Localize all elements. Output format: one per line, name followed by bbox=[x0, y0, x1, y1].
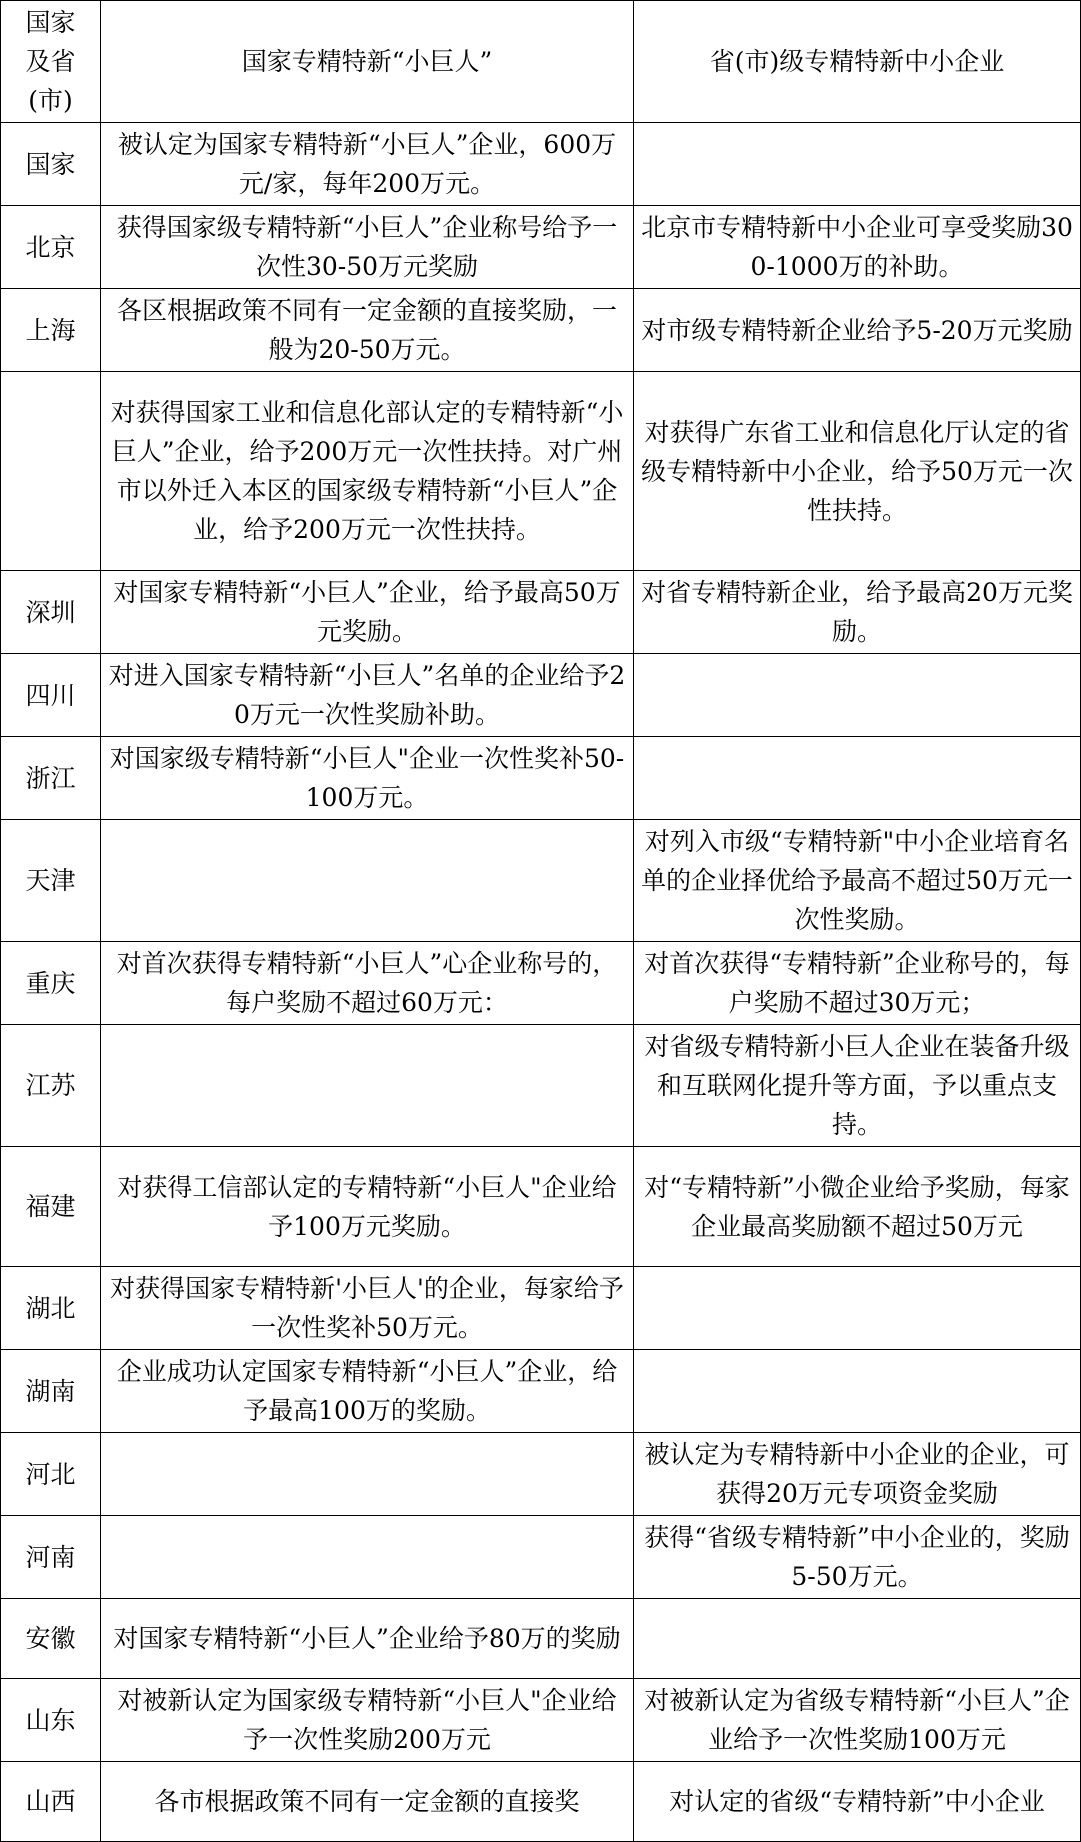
national-cell bbox=[101, 289, 634, 372]
provincial-cell bbox=[634, 123, 1081, 206]
region-label: 国家 bbox=[25, 149, 76, 179]
national-text: 对国家专精特新“小巨人”企业，给予最高50万元奖励。 bbox=[113, 578, 621, 646]
table-row bbox=[1, 1599, 1081, 1679]
national-cell bbox=[101, 1147, 634, 1267]
national-cell bbox=[101, 654, 634, 737]
provincial-text: 对市级专精特新企业给予5-20万元奖励 bbox=[641, 315, 1073, 345]
header-provincial-label: 省(市)级专精特新中小企业 bbox=[709, 47, 1005, 76]
national-cell bbox=[101, 1762, 634, 1842]
region-cell bbox=[1, 737, 101, 820]
national-text: 对被新认定为国家级专精特新“小巨人"企业给予一次性奖励200万元 bbox=[117, 1686, 617, 1754]
national-cell bbox=[101, 737, 634, 820]
table-row bbox=[1, 372, 1081, 571]
header-region bbox=[1, 1, 101, 123]
region-cell bbox=[1, 1267, 101, 1350]
region-cell bbox=[1, 1433, 101, 1516]
region-label: 河北 bbox=[25, 1459, 76, 1489]
region-cell bbox=[1, 1516, 101, 1599]
national-cell bbox=[101, 206, 634, 289]
provincial-text: 对“专精特新”小微企业给予奖励，每家企业最高奖励额不超过50万元 bbox=[644, 1172, 1070, 1241]
table-row bbox=[1, 571, 1081, 654]
region-label: 安徽 bbox=[25, 1624, 76, 1653]
region-label: 四川 bbox=[25, 680, 76, 710]
provincial-text: 对首次获得“专精特新”企业称号的，每户奖励不超过30万元； bbox=[644, 949, 1070, 1017]
table-row bbox=[1, 1433, 1081, 1516]
national-text: 对获得国家工业和信息化部认定的专精特新“小巨人”企业，给予200万元一次性扶持。对广州市以外迁入本区的国家级专精特新“小巨人”企业，给予200万元一次性扶持。 bbox=[110, 398, 624, 544]
header-national-label: 国家专精特新“小巨人” bbox=[241, 47, 493, 76]
table-row bbox=[1, 737, 1081, 820]
region-label: 上海 bbox=[25, 315, 76, 345]
provincial-text: 对认定的省级“专精特新”中小企业 bbox=[669, 1787, 1045, 1816]
region-label: 福建 bbox=[25, 1192, 76, 1221]
provincial-cell bbox=[634, 372, 1081, 571]
national-text: 对首次获得专精特新“小巨人”心企业称号的，每户奖励不超过60万元： bbox=[116, 949, 618, 1017]
region-label: 湖北 bbox=[25, 1293, 76, 1323]
provincial-cell bbox=[634, 1679, 1081, 1762]
region-cell bbox=[1, 289, 101, 372]
national-text: 对获得工信部认定的专精特新“小巨人"企业给予100万元奖励。 bbox=[117, 1172, 617, 1241]
provincial-cell bbox=[634, 820, 1081, 942]
table-row bbox=[1, 1350, 1081, 1433]
provincial-cell bbox=[634, 206, 1081, 289]
provincial-cell bbox=[634, 571, 1081, 654]
national-cell bbox=[101, 1433, 634, 1516]
region-label: 山东 bbox=[25, 1705, 76, 1735]
region-cell bbox=[1, 1679, 101, 1762]
header-region-label: 国家 及省 (市) bbox=[25, 8, 76, 115]
provincial-text: 对省专精特新企业，给予最高20万元奖励。 bbox=[641, 578, 1073, 646]
header-row bbox=[1, 1, 1081, 123]
table-row bbox=[1, 1267, 1081, 1350]
region-cell bbox=[1, 654, 101, 737]
national-cell bbox=[101, 820, 634, 942]
national-cell bbox=[101, 1516, 634, 1599]
region-cell bbox=[1, 1350, 101, 1433]
provincial-text: 对省级专精特新小巨人企业在装备升级和互联网化提升等方面，予以重点支持。 bbox=[644, 1032, 1070, 1139]
region-cell bbox=[1, 1599, 101, 1679]
national-cell bbox=[101, 1599, 634, 1679]
provincial-text: 对被新认定为省级专精特新“小巨人”企业给予一次性奖励100万元 bbox=[644, 1686, 1070, 1754]
region-label: 江苏 bbox=[25, 1071, 76, 1100]
national-text: 被认定为国家专精特新“小巨人”企业，600万元/家，每年200万元。 bbox=[117, 130, 617, 198]
provincial-cell bbox=[634, 1147, 1081, 1267]
region-label: 湖南 bbox=[25, 1376, 76, 1406]
national-cell bbox=[101, 1025, 634, 1147]
national-cell bbox=[101, 1350, 634, 1433]
national-text: 获得国家级专精特新“小巨人”企业称号给予一次性30-50万元奖励 bbox=[116, 213, 618, 281]
region-label: 天津 bbox=[25, 866, 76, 895]
provincial-cell bbox=[634, 1762, 1081, 1842]
provincial-text: 对获得广东省工业和信息化厅认定的省级专精特新中小企业，给予50万元一次性扶持。 bbox=[641, 417, 1073, 525]
table-row bbox=[1, 1762, 1081, 1842]
table-row bbox=[1, 654, 1081, 737]
table-row bbox=[1, 206, 1081, 289]
provincial-cell bbox=[634, 289, 1081, 372]
region-cell bbox=[1, 123, 101, 206]
region-cell bbox=[1, 942, 101, 1025]
header-national bbox=[101, 1, 634, 123]
national-text: 对国家级专精特新“小巨人"企业一次性奖补50-100万元。 bbox=[109, 744, 625, 812]
region-cell bbox=[1, 206, 101, 289]
provincial-cell bbox=[634, 1267, 1081, 1350]
region-label: 深圳 bbox=[25, 597, 76, 627]
national-cell bbox=[101, 942, 634, 1025]
region-cell bbox=[1, 820, 101, 942]
provincial-cell bbox=[634, 654, 1081, 737]
provincial-cell bbox=[634, 1433, 1081, 1516]
region-cell bbox=[1, 1762, 101, 1842]
national-cell bbox=[101, 372, 634, 571]
region-label: 山西 bbox=[25, 1787, 76, 1816]
region-label: 浙江 bbox=[25, 763, 76, 793]
table-row bbox=[1, 1516, 1081, 1599]
provincial-cell bbox=[634, 1516, 1081, 1599]
header-provincial bbox=[634, 1, 1081, 123]
table-row bbox=[1, 1025, 1081, 1147]
table-row bbox=[1, 289, 1081, 372]
provincial-text: 被认定为专精特新中小企业的企业，可获得20万元专项资金奖励 bbox=[644, 1440, 1070, 1508]
national-cell bbox=[101, 1679, 634, 1762]
region-cell bbox=[1, 372, 101, 571]
national-text: 对获得国家专精特新'小巨人'的企业，每家给予一次性奖补50万元。 bbox=[110, 1274, 624, 1342]
national-text: 各市根据政策不同有一定金额的直接奖 bbox=[154, 1787, 580, 1816]
provincial-cell bbox=[634, 737, 1081, 820]
region-cell bbox=[1, 1147, 101, 1267]
provincial-cell bbox=[634, 1599, 1081, 1679]
region-cell bbox=[1, 1025, 101, 1147]
provincial-text: 对列入市级“专精特新"中小企业培育名单的企业择优给予最高不超过50万元一次性奖励。 bbox=[641, 827, 1073, 934]
region-label: 河南 bbox=[25, 1542, 76, 1572]
provincial-cell bbox=[634, 942, 1081, 1025]
national-text: 对进入国家专精特新“小巨人”名单的企业给予20万元一次性奖励补助。 bbox=[108, 661, 626, 729]
table-row bbox=[1, 1147, 1081, 1267]
table-row bbox=[1, 942, 1081, 1025]
national-text: 对国家专精特新“小巨人”企业给予80万的奖励 bbox=[113, 1624, 621, 1653]
table-row bbox=[1, 1679, 1081, 1762]
national-cell bbox=[101, 1267, 634, 1350]
provincial-text: 北京市专精特新中小企业可享受奖励300-1000万的补助。 bbox=[641, 213, 1073, 281]
provincial-text: 获得“省级专精特新”中小企业的，奖励5-50万元。 bbox=[644, 1523, 1070, 1591]
national-text: 企业成功认定国家专精特新“小巨人”企业，给予最高100万的奖励。 bbox=[116, 1357, 618, 1425]
region-label: 重庆 bbox=[25, 968, 76, 998]
provincial-cell bbox=[634, 1350, 1081, 1433]
table-row bbox=[1, 123, 1081, 206]
national-cell bbox=[101, 571, 634, 654]
table-row bbox=[1, 820, 1081, 942]
national-cell bbox=[101, 123, 634, 206]
region-label: 北京 bbox=[25, 232, 76, 262]
region-cell bbox=[1, 571, 101, 654]
provincial-cell bbox=[634, 1025, 1081, 1147]
national-text: 各区根据政策不同有一定金额的直接奖励，一般为20-50万元。 bbox=[116, 296, 617, 364]
